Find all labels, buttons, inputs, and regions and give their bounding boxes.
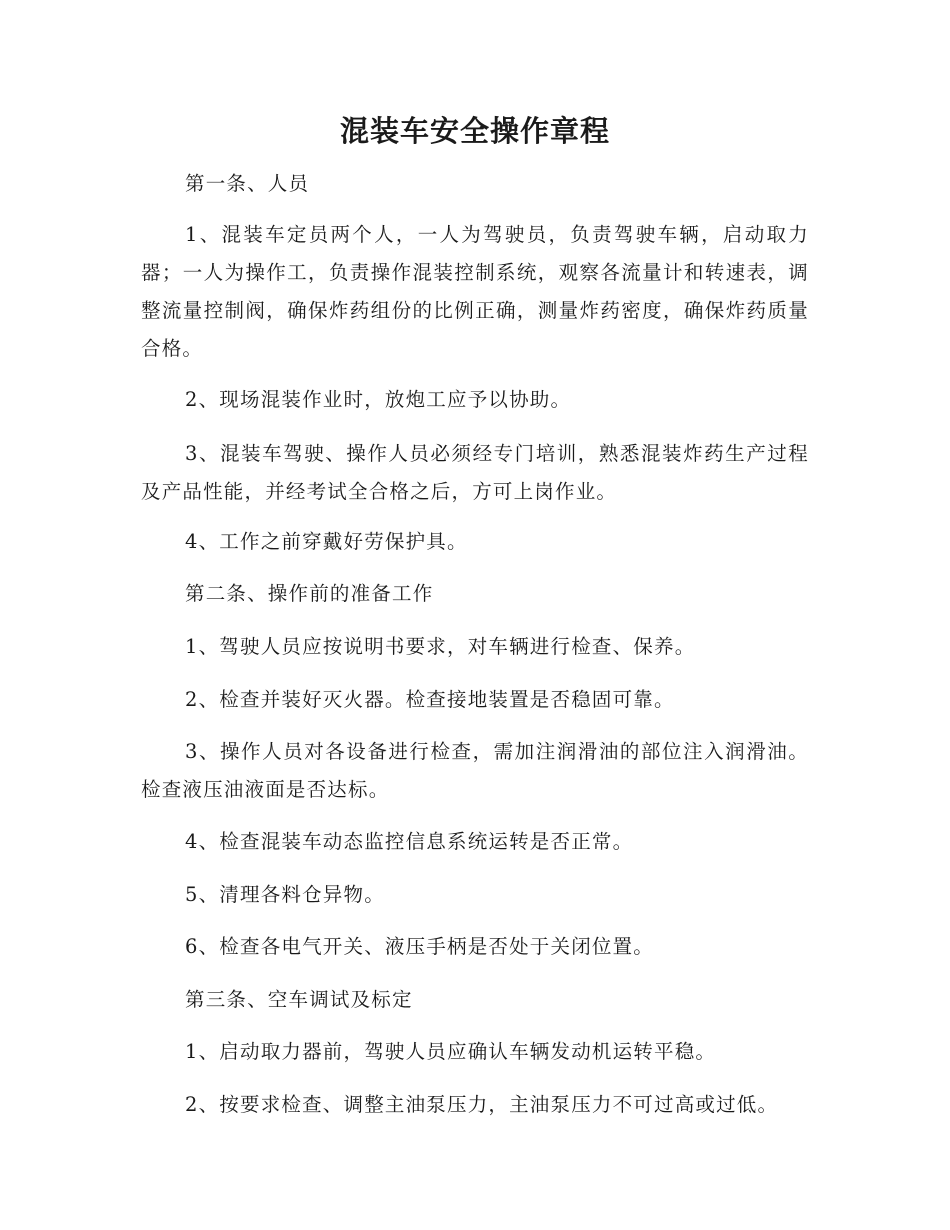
paragraph: 4、工作之前穿戴好劳保护具。 — [185, 530, 468, 553]
section-heading-1: 第一条、人员 — [185, 172, 310, 195]
paragraph: 6、检查各电气开关、液压手柄是否处于关闭位置。 — [185, 935, 655, 958]
paragraph: 5、清理各料仓异物。 — [185, 883, 385, 906]
paragraph: 2、检查并装好灭火器。检查接地装置是否稳固可靠。 — [185, 688, 675, 711]
paragraph: 1、启动取力器前，驾驶人员应确认车辆发动机运转平稳。 — [185, 1040, 717, 1063]
document-title: 混装车安全操作章程 — [339, 114, 610, 148]
paragraph: 2、现场混装作业时，放炮工应予以协助。 — [185, 388, 572, 411]
section-heading-2: 第二条、操作前的准备工作 — [185, 582, 434, 605]
paragraph: 3、操作人员对各设备进行检查，需加注润滑油的部位注入润滑油。检查液压油液面是否达标。 — [141, 740, 809, 801]
paragraph: 2、按要求检查、调整主油泵压力，主油泵压力不可过高或过低。 — [185, 1093, 779, 1116]
paragraph: 3、混装车驾驶、操作人员必须经专门培训，熟悉混装炸药生产过程及产品性能，并经考试全合格之后，方可上岗作业。 — [141, 442, 809, 503]
paragraph: 4、检查混装车动态监控信息系统运转是否正常。 — [185, 830, 634, 853]
section-heading-3: 第三条、空车调试及标定 — [185, 988, 413, 1011]
paragraph: 1、驾驶人员应按说明书要求，对车辆进行检查、保养。 — [185, 635, 696, 658]
paragraph: 1、混装车定员两个人，一人为驾驶员，负责驾驶车辆，启动取力器；一人为操作工，负责操作混装控制系统，观察各流量计和转速表，调整流量控制阀，确保炸药组份的比例正确，测量炸药密度，确保炸药质量合格。 — [141, 223, 809, 360]
